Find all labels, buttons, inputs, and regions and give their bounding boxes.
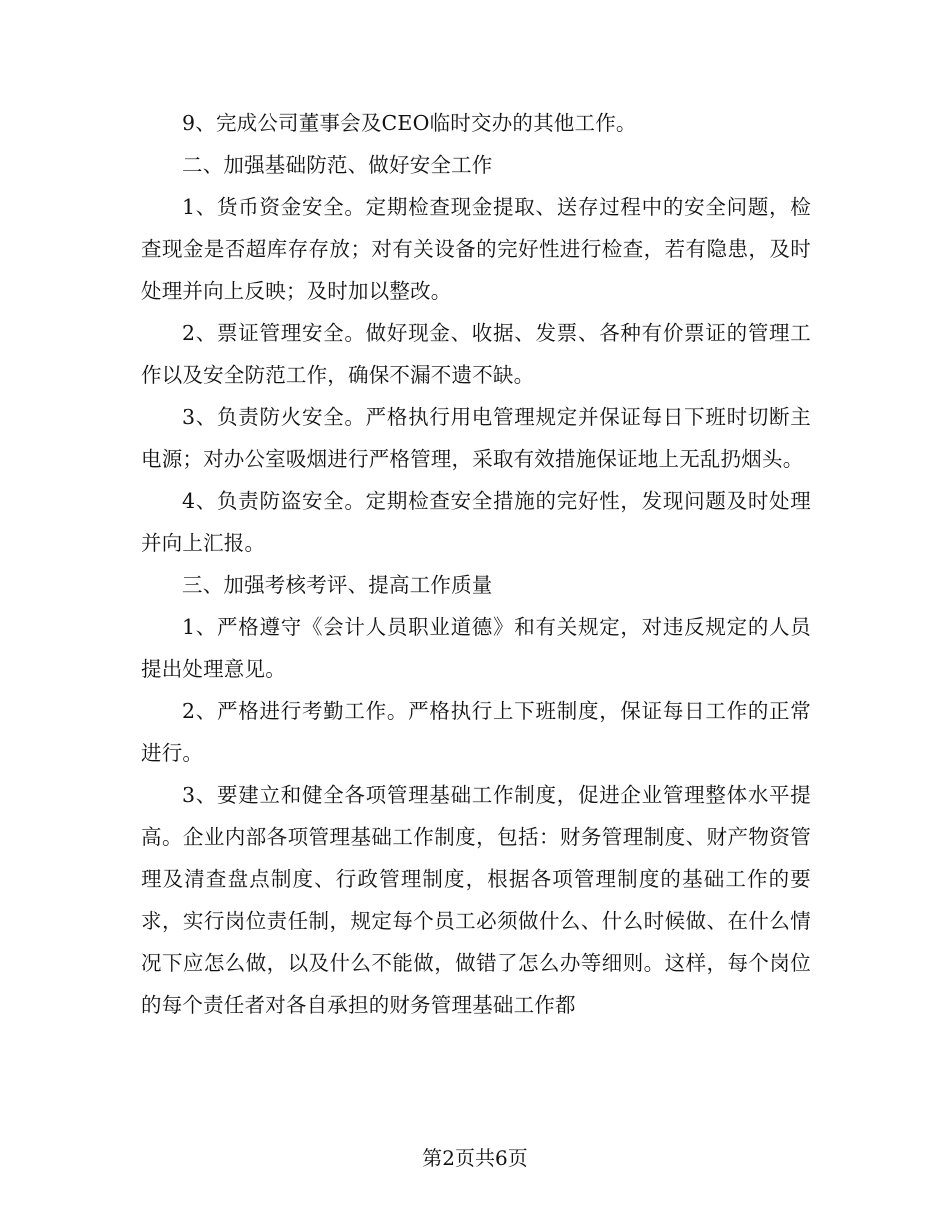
paragraph-item-9: 9、完成公司董事会及CEO临时交办的其他工作。 — [182, 111, 637, 135]
paragraph-theft-safety: 4、负责防盗安全。定期检查安全措施的完好性，发现问题及时处理并向上汇报。 — [141, 489, 811, 555]
paragraph-cash-safety: 1、货币资金安全。定期检查现金提取、送存过程中的安全问题，检查现金是否超库存存放；对有关设备的完好性进行检查，若有隐患，及时处理并向上反映；及时加以整改。 — [141, 195, 811, 303]
paragraph-ethics: 1、严格遵守《会计人员职业道德》和有关规定，对违反规定的人员提出处理意见。 — [141, 615, 811, 681]
section-heading-3: 三、加强考核考评、提高工作质量 — [182, 573, 493, 597]
paragraph-voucher-safety: 2、票证管理安全。做好现金、收据、发票、各种有价票证的管理工作以及安全防范工作，确保不漏不遗不缺。 — [141, 321, 811, 387]
paragraph-fire-safety: 3、负责防火安全。严格执行用电管理规定并保证每日下班时切断主电源；对办公室吸烟进行严格管理，采取有效措施保证地上无乱扔烟头。 — [141, 405, 811, 471]
page-number-footer: 第2页共6页 — [422, 1146, 528, 1170]
document-body — [141, 102, 811, 1026]
paragraph-attendance: 2、严格进行考勤工作。严格执行上下班制度，保证每日工作的正常进行。 — [141, 699, 811, 765]
section-heading-2: 二、加强基础防范、做好安全工作 — [182, 153, 493, 177]
paragraph-management-system: 3、要建立和健全各项管理基础工作制度，促进企业管理整体水平提高。企业内部各项管理基础工作制度，包括：财务管理制度、财产物资管理及清查盘点制度、行政管理制度，根据各项管理制度的基础工作的要求，实行岗位责任制，规定每个员工必须做什么、什么时候做、在什么情况下应怎么做，以及什么不能做，做错了怎么办等细则。这样，每个岗位的每个责任者对各自承担的财务管理基础工作都 — [141, 783, 811, 1017]
